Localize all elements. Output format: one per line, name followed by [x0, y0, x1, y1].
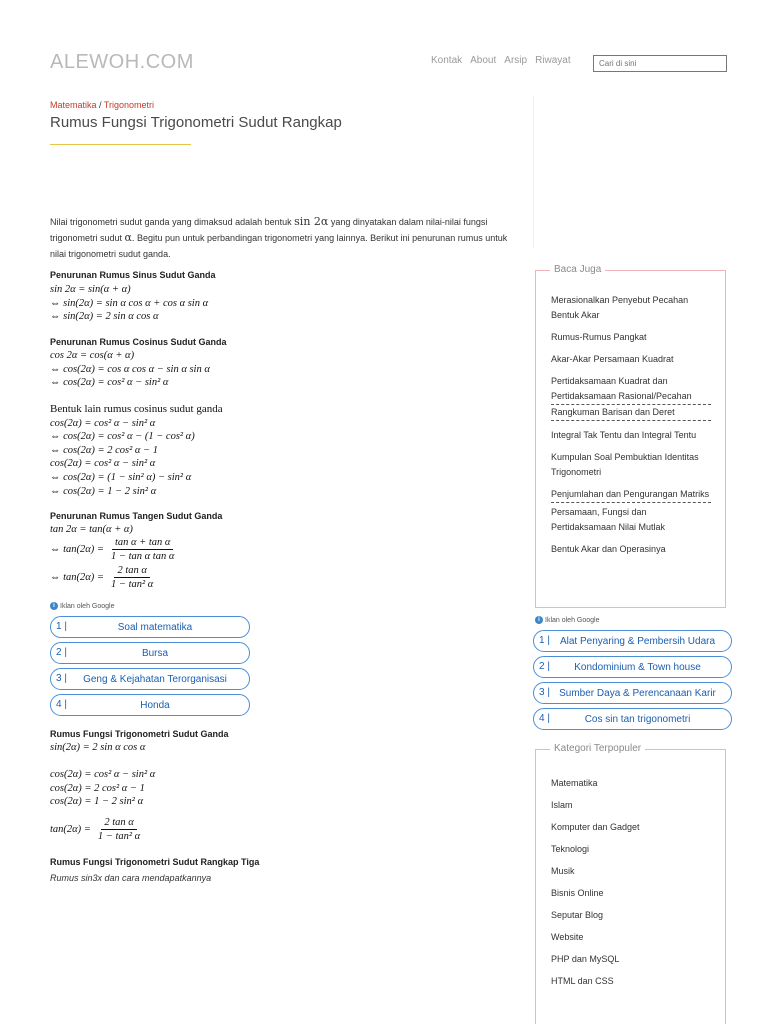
tan-heading: Penurunan Rumus Tangen Sudut Ganda	[50, 511, 223, 521]
category-link[interactable]: Bisnis Online	[551, 888, 604, 898]
summary-sin: sin(2α) = 2 sin α cos α	[50, 742, 146, 753]
side-ad-link-2[interactable]	[533, 656, 732, 678]
frac-lhs: tan(2α) =	[50, 824, 91, 835]
ad-link-label: Kondominium & Town house	[574, 661, 701, 673]
breadcrumb-separator: /	[96, 100, 104, 110]
cos-alt-derivation	[50, 403, 223, 498]
ad-link-number: 4 |	[539, 713, 550, 724]
title-underline	[50, 144, 191, 145]
intro-paragraph	[50, 214, 520, 262]
ad-link-label: Bursa	[141, 647, 169, 659]
summary-heading: Rumus Fungsi Trigonometri Sudut Ganda	[50, 729, 229, 739]
baca-juga-list	[551, 293, 711, 557]
related-link[interactable]: Rangkuman Barisan dan Deret	[551, 405, 711, 421]
category-link[interactable]: PHP dan MySQL	[551, 954, 620, 964]
kategori-box	[535, 743, 726, 1024]
category-link[interactable]: Komputer dan Gadget	[551, 822, 640, 832]
math-line: ⇔ cos(2α) = cos α cos α − sin α sin α	[50, 363, 210, 375]
kategori-list	[551, 776, 711, 989]
triple-note[interactable]: Rumus sin3x dan cara mendapatkannya	[50, 873, 212, 883]
ad-label-main	[50, 602, 114, 610]
ad-link-number: 4 |	[56, 699, 67, 710]
side-ad-link-4[interactable]	[533, 708, 732, 730]
ad-link-number: 3 |	[539, 687, 550, 698]
ad-label-text: Iklan oleh Google	[545, 616, 600, 624]
math-line: cos(2α) = 2 cos² α − 1	[50, 782, 145, 794]
breadcrumb	[50, 100, 154, 110]
related-link[interactable]: Pertidaksamaan Kuadrat dan Pertidaksamaan Rasional/Pecahan	[551, 374, 711, 405]
nav-kontak[interactable]: Kontak	[431, 55, 463, 66]
cos-heading: Penurunan Rumus Cosinus Sudut Ganda	[50, 337, 227, 347]
baca-juga-title: Baca Juga	[550, 264, 605, 275]
intro-text-1: Nilai trigonometri sudut ganda yang dimaksud adalah bentuk	[50, 217, 295, 227]
math-line: ⇔ cos(2α) = 1 − 2 sin² α	[50, 485, 157, 497]
nav-riwayat[interactable]: Riwayat	[535, 55, 571, 66]
baca-juga-box	[535, 264, 726, 608]
related-link[interactable]: Persamaan, Fungsi dan Pertidaksamaan Nilai Mutlak	[551, 507, 666, 532]
sin-derivation	[50, 283, 208, 324]
math-line: cos(2α) = cos² α − sin² α	[50, 417, 156, 429]
math-line: ⇔ cos(2α) = (1 − sin² α) − sin² α	[50, 471, 192, 483]
ad-link-label: Sumber Daya & Perencanaan Karir	[559, 687, 716, 699]
ad-link-number: 1 |	[539, 635, 550, 646]
nav-arsip[interactable]: Arsip	[504, 55, 528, 66]
site-logo[interactable]: ALEWOH.COM	[50, 51, 194, 73]
ad-link-number: 2 |	[539, 661, 550, 672]
ad-label-text: Iklan oleh Google	[60, 602, 115, 610]
ad-link-1[interactable]	[50, 616, 250, 638]
summary-tan	[50, 817, 143, 842]
top-nav	[431, 55, 571, 66]
category-link[interactable]: Musik	[551, 866, 575, 876]
frac-numerator: 2 tan α	[114, 565, 149, 578]
kategori-title: Kategori Terpopuler	[550, 743, 645, 754]
side-ad-link-3[interactable]	[533, 682, 732, 704]
frac-lhs: ⇔ tan(2α) =	[50, 572, 105, 583]
ad-link-label: Alat Penyaring & Pembersih Udara	[559, 635, 716, 647]
ad-link-4[interactable]	[50, 694, 250, 716]
related-link[interactable]: Integral Tak Tentu dan Integral Tentu	[551, 430, 697, 440]
frac-numerator: tan α + tan α	[112, 537, 173, 550]
related-link[interactable]: Rumus-Rumus Pangkat	[551, 332, 647, 342]
ad-link-2[interactable]	[50, 642, 250, 664]
ad-link-number: 2 |	[56, 647, 67, 658]
math-line: ⇔ sin(2α) = 2 sin α cos α	[50, 311, 159, 323]
ad-link-number: 1 |	[56, 621, 67, 632]
intro-text-3: . Begitu pun untuk perbandingan trigonometri yang lainnya. Berikut ini penurunan rumus untuk nilai trigonometri sudut ganda.	[50, 233, 508, 259]
math-line: ⇔ cos(2α) = cos² α − sin² α	[50, 377, 169, 389]
category-link[interactable]: Teknologi	[551, 844, 590, 854]
math-line: cos(2α) = 1 − 2 sin² α	[50, 796, 144, 808]
math-line: cos(2α) = cos² α − sin² α	[50, 769, 156, 780]
ad-link-3[interactable]	[50, 668, 250, 690]
math-line: cos 2α = cos(α + α)	[50, 350, 135, 361]
frac-denominator: 1 − tan² α	[111, 579, 154, 590]
cos-derivation	[50, 349, 210, 390]
math-line: ⇔ cos(2α) = cos² α − (1 − cos² α)	[50, 431, 195, 443]
summary-cos	[50, 768, 155, 809]
column-divider	[533, 96, 534, 248]
sin-heading: Penurunan Rumus Sinus Sudut Ganda	[50, 270, 216, 280]
intro-math-2: α	[124, 231, 132, 244]
frac-denominator: 1 − tan² α	[97, 831, 141, 842]
math-line: ⇔ sin(2α) = sin α cos α + cos α sin α	[50, 297, 209, 309]
tan-fraction-2	[50, 565, 156, 590]
frac-denominator: 1 − tan α tan α	[111, 551, 175, 562]
breadcrumb-trigonometri[interactable]: Trigonometri	[103, 100, 155, 110]
category-link[interactable]: HTML dan CSS	[551, 976, 614, 986]
related-link[interactable]: Merasionalkan Penyebut Pecahan Bentuk Akar	[551, 295, 689, 320]
breadcrumb-matematika[interactable]: Matematika	[50, 100, 97, 110]
ad-link-number: 3 |	[56, 673, 67, 684]
math-line: cos(2α) = cos² α − sin² α	[50, 458, 156, 470]
info-icon[interactable]: i	[535, 616, 543, 624]
ad-link-label: Cos sin tan trigonometri	[584, 713, 691, 725]
ad-link-label: Honda	[140, 699, 170, 711]
category-link[interactable]: Website	[551, 932, 584, 942]
category-link[interactable]: Matematika	[551, 778, 598, 788]
ad-label-side	[535, 616, 599, 624]
nav-about[interactable]: About	[470, 55, 497, 66]
related-link[interactable]: Bentuk Akar dan Operasinya	[551, 544, 666, 554]
related-link[interactable]: Kumpulan Soal Pembuktian Identitas Trigonometri	[551, 452, 699, 477]
category-link[interactable]: Islam	[551, 800, 573, 810]
ad-link-label: Soal matematika	[117, 621, 193, 633]
math-caption: Bentuk lain rumus cosinus sudut ganda	[50, 403, 223, 415]
info-icon[interactable]: i	[50, 602, 58, 610]
math-line: ⇔ cos(2α) = 2 cos² α − 1	[50, 444, 158, 456]
intro-text-2: yang dinyatakan dalam nilai-nilai fungsi trigonometri sudut	[50, 217, 488, 243]
frac-numerator: 2 tan α	[101, 817, 136, 830]
intro-math-1: sin 2α	[294, 215, 329, 228]
frac-lhs: ⇔ tan(2α) =	[50, 544, 105, 555]
related-link[interactable]: Penjumlahan dan Pengurangan Matriks	[551, 487, 711, 503]
triple-heading: Rumus Fungsi Trigonometri Sudut Rangkap Tiga	[50, 857, 260, 867]
category-link[interactable]: Seputar Blog	[551, 910, 604, 920]
math-line: sin 2α = sin(α + α)	[50, 284, 131, 295]
search-input[interactable]	[593, 55, 727, 72]
tan-line-1: tan 2α = tan(α + α)	[50, 524, 133, 535]
tan-fraction-1	[50, 537, 177, 562]
side-ad-link-1[interactable]	[533, 630, 732, 652]
related-link[interactable]: Akar-Akar Persamaan Kuadrat	[551, 354, 674, 364]
page-title: Rumus Fungsi Trigonometri Sudut Rangkap	[50, 114, 342, 131]
ad-link-label: Geng & Kejahatan Terorganisasi	[83, 673, 227, 685]
